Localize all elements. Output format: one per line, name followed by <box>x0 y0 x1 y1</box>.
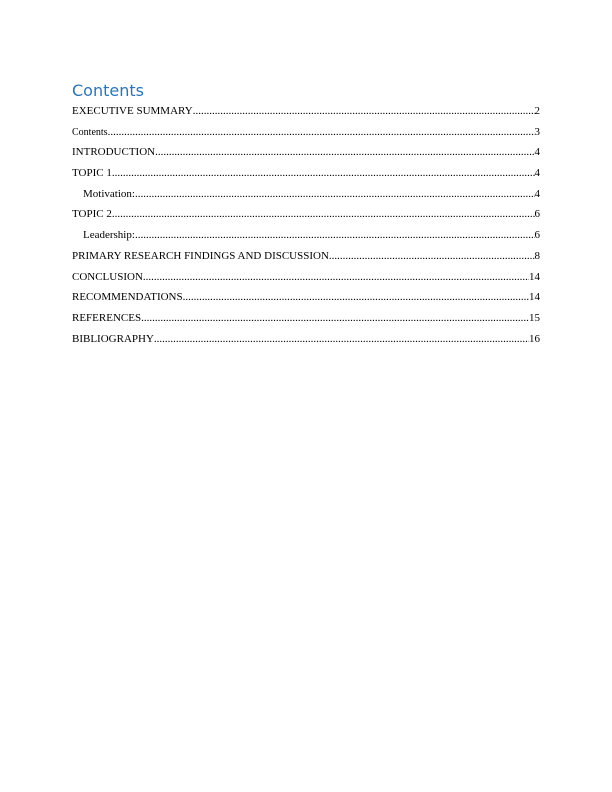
toc-dot-leader <box>135 225 535 246</box>
table-of-contents <box>72 101 540 349</box>
toc-dot-leader <box>135 184 535 205</box>
toc-entry[interactable] <box>72 308 540 329</box>
toc-entry[interactable] <box>72 287 540 308</box>
toc-entry[interactable] <box>72 163 540 184</box>
toc-entry-page-number[interactable]: 4 <box>534 167 540 180</box>
toc-entry[interactable] <box>72 329 540 350</box>
toc-entry-title[interactable]: REFERENCES <box>72 311 142 324</box>
toc-dot-leader <box>112 163 535 184</box>
toc-dot-leader <box>154 329 529 350</box>
toc-entry-page-number[interactable]: 8 <box>534 249 540 262</box>
toc-dot-leader <box>329 246 535 267</box>
toc-entry-title[interactable]: BIBLIOGRAPHY <box>72 332 154 345</box>
toc-entry-title[interactable]: Motivation: <box>83 187 135 200</box>
toc-entry-title[interactable]: TOPIC 1 <box>72 167 112 180</box>
toc-heading: Contents <box>72 81 144 100</box>
toc-dot-leader <box>108 122 535 143</box>
toc-entry-title[interactable]: EXECUTIVE SUMMARY <box>72 105 193 117</box>
toc-entry[interactable] <box>72 246 540 267</box>
toc-entry-page-number[interactable]: 15 <box>529 311 540 324</box>
toc-entry-title[interactable]: TOPIC 2 <box>72 208 112 221</box>
toc-entry-page-number[interactable]: 3 <box>534 125 540 138</box>
toc-dot-leader <box>112 204 535 225</box>
toc-dot-leader <box>143 267 529 288</box>
toc-entry[interactable] <box>72 267 540 288</box>
toc-entry-title[interactable]: PRIMARY RESEARCH FINDINGS AND DISCUSSION <box>72 249 329 262</box>
toc-entry-page-number[interactable]: 4 <box>534 187 540 200</box>
toc-entry-page-number[interactable]: 16 <box>529 332 540 345</box>
toc-entry-page-number[interactable]: 6 <box>534 229 540 242</box>
toc-entry-page-number[interactable]: 2 <box>534 105 540 117</box>
toc-dot-leader <box>155 142 534 163</box>
toc-entry[interactable] <box>72 225 540 246</box>
toc-entry-title[interactable]: INTRODUCTION <box>72 146 156 159</box>
toc-entry-title[interactable]: RECOMMENDATIONS <box>72 291 183 304</box>
toc-dot-leader <box>183 287 529 308</box>
toc-entry-page-number[interactable]: 4 <box>534 146 540 159</box>
toc-entry[interactable] <box>72 122 540 143</box>
toc-dot-leader <box>141 308 529 329</box>
toc-entry-page-number[interactable]: 14 <box>529 291 540 304</box>
toc-entry-page-number[interactable]: 14 <box>529 270 540 283</box>
toc-entry-page-number[interactable]: 6 <box>534 208 540 221</box>
toc-entry[interactable] <box>72 184 540 205</box>
toc-entry-title[interactable]: CONCLUSION <box>72 270 143 283</box>
toc-entry-title[interactable]: Contents <box>72 126 108 138</box>
toc-entry[interactable] <box>72 101 540 122</box>
toc-entry-title[interactable]: Leadership: <box>83 229 135 242</box>
toc-entry[interactable] <box>72 142 540 163</box>
toc-entry[interactable] <box>72 204 540 225</box>
toc-dot-leader <box>193 101 535 122</box>
